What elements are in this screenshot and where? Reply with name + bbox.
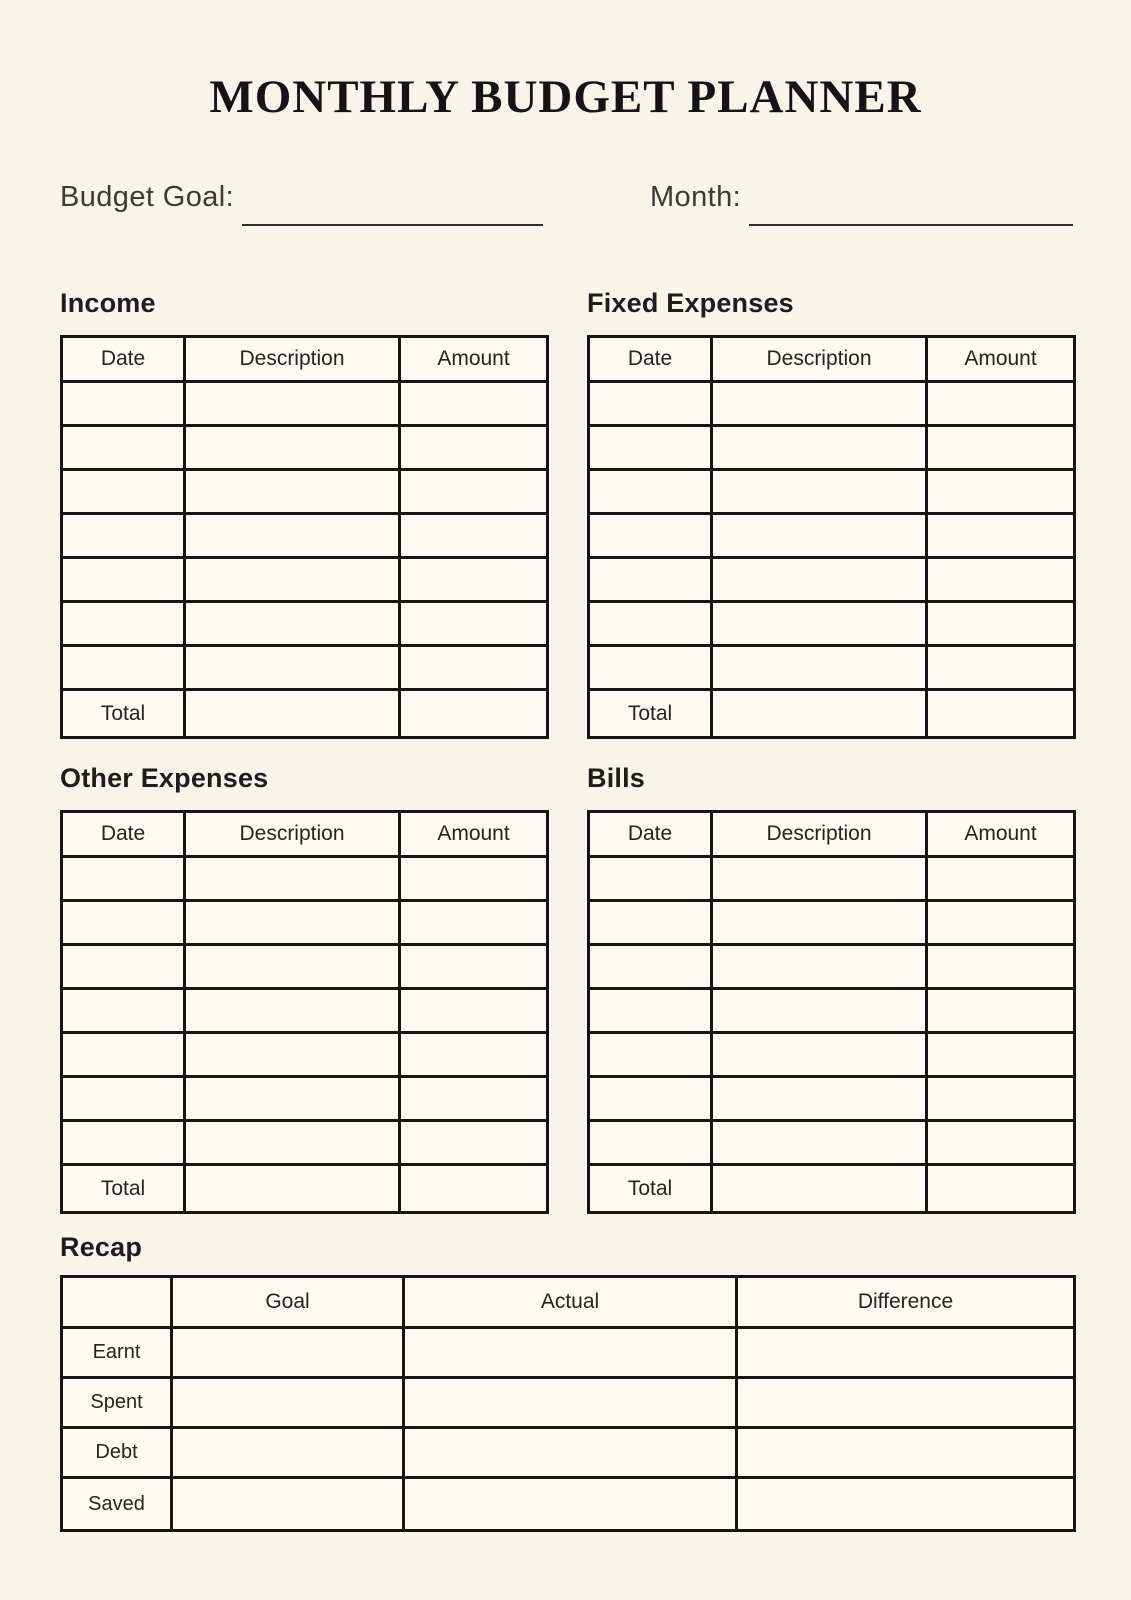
blank-row [63,383,546,427]
empty-cell [186,383,401,427]
empty-cell [590,647,713,691]
blank-row [63,427,546,471]
empty-cell [173,1379,405,1429]
empty-cell [186,1166,401,1211]
blank-row [590,647,1073,691]
empty-cell [928,1078,1073,1122]
recap-row-saved [63,1479,1073,1529]
blank-row [590,858,1073,902]
empty-cell [173,1429,405,1479]
empty-cell [401,603,546,647]
month-label: Month: [650,181,742,213]
bills-table [587,810,1076,1214]
empty-cell [401,383,546,427]
empty-cell [63,990,186,1034]
empty-cell [401,990,546,1034]
header-row [63,338,546,383]
income-table [60,335,549,739]
empty-cell [590,902,713,946]
empty-cell [63,1034,186,1078]
bills-heading: Bills [587,763,646,794]
empty-cell [928,383,1073,427]
recap-section [60,1232,1131,1532]
other-expenses-table [60,810,549,1214]
empty-cell [928,946,1073,990]
header-row [63,813,546,858]
blank-row [63,990,546,1034]
header-fields [60,181,1073,214]
column-header-amount: Amount [928,338,1073,383]
empty-cell [63,515,186,559]
tables-row-2 [60,763,1131,1214]
empty-cell [590,1122,713,1166]
total-row [63,1166,546,1211]
blank-row [63,559,546,603]
empty-cell [590,515,713,559]
header-row [590,813,1073,858]
blank-row [590,1122,1073,1166]
empty-cell [590,427,713,471]
empty-cell [590,559,713,603]
budget-goal-label: Budget Goal: [60,181,235,213]
empty-cell [713,858,928,902]
empty-cell [186,559,401,603]
empty-cell [186,1122,401,1166]
recap-column-header-goal: Goal [173,1278,405,1329]
empty-cell [63,946,186,990]
empty-cell [928,1122,1073,1166]
empty-cell [186,902,401,946]
empty-cell [928,471,1073,515]
income-heading: Income [60,288,156,319]
empty-cell [590,1078,713,1122]
empty-cell [401,946,546,990]
recap-column-header-actual: Actual [405,1278,738,1329]
empty-cell [590,858,713,902]
empty-cell [713,1122,928,1166]
empty-cell [186,858,401,902]
recap-row-debt [63,1429,1073,1479]
fixed-expenses-table [587,335,1076,739]
empty-cell [186,1078,401,1122]
empty-cell [401,691,546,736]
empty-cell [173,1329,405,1379]
recap-table [60,1275,1076,1532]
blank-row [63,647,546,691]
recap-column-header-blank [63,1278,173,1329]
blank-row [590,1078,1073,1122]
column-header-date: Date [63,813,186,858]
empty-cell [63,427,186,471]
empty-cell [713,559,928,603]
empty-cell [401,1122,546,1166]
empty-cell [590,603,713,647]
total-label: Total [590,691,713,736]
income-section [60,288,543,739]
total-row [590,691,1073,736]
empty-cell [713,902,928,946]
total-row [63,691,546,736]
empty-cell [405,1329,738,1379]
empty-cell [928,1166,1073,1211]
empty-cell [401,427,546,471]
recap-row-earnt [63,1329,1073,1379]
blank-row [63,603,546,647]
column-header-description: Description [713,813,928,858]
blank-row [590,990,1073,1034]
column-header-date: Date [590,813,713,858]
blank-row [63,1078,546,1122]
blank-row [63,1034,546,1078]
empty-cell [401,1078,546,1122]
month-blank-line [749,224,1073,226]
column-header-description: Description [713,338,928,383]
page-title: MONTHLY BUDGET PLANNER [209,71,922,123]
empty-cell [186,515,401,559]
empty-cell [738,1329,1073,1379]
blank-row [63,471,546,515]
recap-heading: Recap [60,1232,143,1263]
empty-cell [738,1479,1073,1529]
blank-row [590,383,1073,427]
total-label: Total [590,1166,713,1211]
recap-row-label: Saved [63,1479,173,1529]
fixed-expenses-heading: Fixed Expenses [587,288,794,319]
empty-cell [186,946,401,990]
budget-goal-blank-line [242,224,543,226]
empty-cell [713,427,928,471]
empty-cell [590,990,713,1034]
empty-cell [186,471,401,515]
empty-cell [63,647,186,691]
total-label: Total [63,691,186,736]
month-field [650,181,1073,214]
empty-cell [401,1034,546,1078]
empty-cell [401,1166,546,1211]
recap-row-spent [63,1379,1073,1429]
recap-row-label: Earnt [63,1329,173,1379]
recap-header-row [63,1278,1073,1329]
empty-cell [63,603,186,647]
recap-row-label: Debt [63,1429,173,1479]
header-row [590,338,1073,383]
blank-row [63,946,546,990]
tables-row-1 [60,288,1131,739]
empty-cell [173,1479,405,1529]
empty-cell [401,515,546,559]
empty-cell [590,383,713,427]
empty-cell [928,427,1073,471]
empty-cell [401,902,546,946]
empty-cell [713,1166,928,1211]
budget-goal-field [60,181,543,214]
empty-cell [713,603,928,647]
empty-cell [63,858,186,902]
empty-cell [405,1379,738,1429]
bills-section [587,763,1070,1214]
column-header-amount: Amount [928,813,1073,858]
blank-row [590,559,1073,603]
empty-cell [186,603,401,647]
empty-cell [405,1429,738,1479]
other-expenses-heading: Other Expenses [60,763,269,794]
blank-row [590,471,1073,515]
other-expenses-section [60,763,543,1214]
empty-cell [928,603,1073,647]
column-header-description: Description [186,338,401,383]
blank-row [63,858,546,902]
blank-row [63,515,546,559]
empty-cell [928,1034,1073,1078]
empty-cell [186,427,401,471]
empty-cell [63,559,186,603]
empty-cell [713,515,928,559]
empty-cell [590,1034,713,1078]
empty-cell [928,559,1073,603]
empty-cell [713,647,928,691]
empty-cell [928,858,1073,902]
column-header-date: Date [590,338,713,383]
blank-row [590,1034,1073,1078]
empty-cell [713,1078,928,1122]
empty-cell [713,471,928,515]
empty-cell [713,946,928,990]
empty-cell [928,902,1073,946]
recap-row-label: Spent [63,1379,173,1429]
empty-cell [590,471,713,515]
column-header-amount: Amount [401,338,546,383]
empty-cell [713,383,928,427]
empty-cell [63,1122,186,1166]
column-header-date: Date [63,338,186,383]
empty-cell [713,990,928,1034]
empty-cell [928,647,1073,691]
empty-cell [713,1034,928,1078]
empty-cell [713,691,928,736]
empty-cell [63,471,186,515]
empty-cell [738,1379,1073,1429]
empty-cell [738,1429,1073,1479]
empty-cell [186,647,401,691]
fixed-expenses-section [587,288,1070,739]
total-row [590,1166,1073,1211]
empty-cell [405,1479,738,1529]
blank-row [590,946,1073,990]
empty-cell [928,990,1073,1034]
column-header-amount: Amount [401,813,546,858]
empty-cell [63,383,186,427]
empty-cell [186,990,401,1034]
blank-row [590,603,1073,647]
empty-cell [928,515,1073,559]
empty-cell [401,559,546,603]
blank-row [590,515,1073,559]
empty-cell [401,647,546,691]
empty-cell [401,858,546,902]
empty-cell [590,946,713,990]
empty-cell [186,691,401,736]
blank-row [63,1122,546,1166]
empty-cell [63,902,186,946]
empty-cell [63,1078,186,1122]
recap-column-header-difference: Difference [738,1278,1073,1329]
empty-cell [186,1034,401,1078]
empty-cell [401,471,546,515]
blank-row [63,902,546,946]
column-header-description: Description [186,813,401,858]
blank-row [590,427,1073,471]
blank-row [590,902,1073,946]
empty-cell [928,691,1073,736]
total-label: Total [63,1166,186,1211]
